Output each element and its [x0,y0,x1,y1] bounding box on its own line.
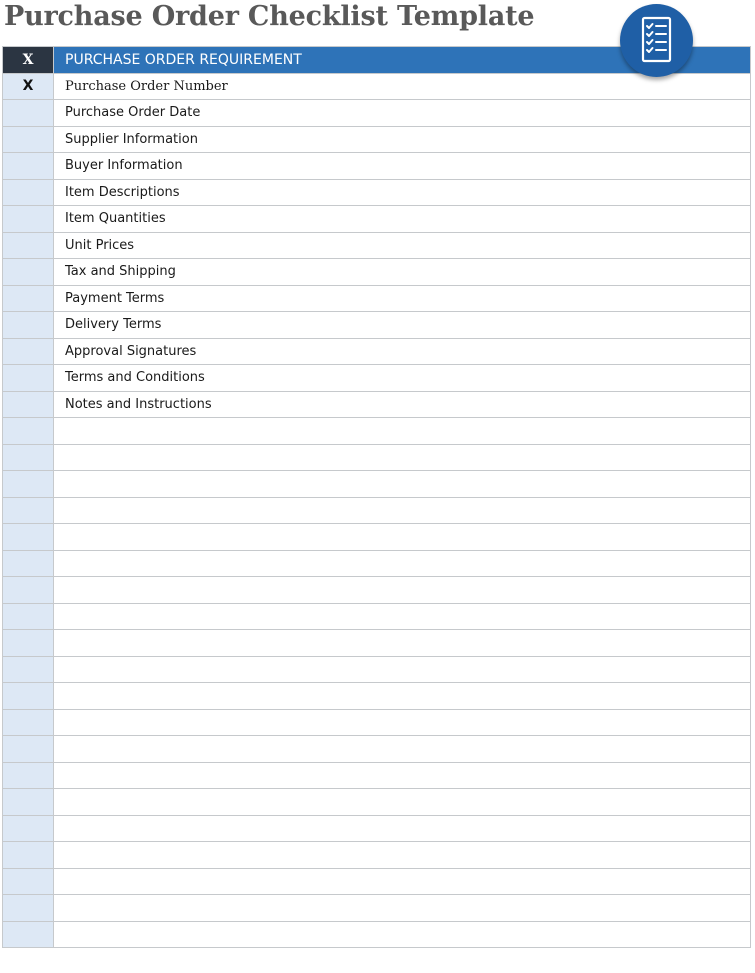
check-mark-cell[interactable] [3,921,54,948]
requirement-cell[interactable]: Supplier Information [54,126,751,153]
checklist-row [3,153,751,180]
checklist-row [3,259,751,286]
check-mark-cell[interactable] [3,815,54,842]
checklist-row [3,524,751,551]
requirement-cell[interactable] [54,524,751,551]
checklist-row [3,762,751,789]
check-mark-cell[interactable] [3,206,54,233]
requirement-cell[interactable] [54,709,751,736]
requirement-cell[interactable] [54,868,751,895]
check-mark-cell[interactable] [3,444,54,471]
requirement-cell[interactable]: Approval Signatures [54,338,751,365]
check-mark-cell[interactable] [3,656,54,683]
check-mark-cell[interactable] [3,524,54,551]
checklist-row [3,338,751,365]
page-title: Purchase Order Checklist Template [4,1,535,32]
checklist-row [3,789,751,816]
check-mark-cell[interactable] [3,232,54,259]
check-mark-cell[interactable] [3,497,54,524]
check-mark-cell[interactable] [3,365,54,392]
checklist-row [3,842,751,869]
requirement-cell[interactable] [54,921,751,948]
check-mark-cell[interactable] [3,391,54,418]
checklist-row [3,100,751,127]
checklist-row [3,232,751,259]
check-mark-cell[interactable] [3,153,54,180]
check-mark-cell[interactable] [3,630,54,657]
requirement-cell[interactable]: Item Descriptions [54,179,751,206]
checklist-row [3,391,751,418]
requirement-cell[interactable] [54,444,751,471]
requirement-cell[interactable] [54,550,751,577]
checklist-table [2,46,751,948]
check-mark-cell[interactable] [3,312,54,339]
check-mark-cell[interactable] [3,471,54,498]
check-mark-cell[interactable] [3,895,54,922]
checklist-row [3,736,751,763]
requirement-cell[interactable] [54,789,751,816]
check-mark-cell[interactable] [3,789,54,816]
checklist-icon [620,4,693,77]
mark-column-header: X [3,47,54,74]
check-mark-cell[interactable] [3,126,54,153]
requirement-cell[interactable] [54,630,751,657]
check-mark-cell[interactable] [3,418,54,445]
requirement-cell[interactable]: Terms and Conditions [54,365,751,392]
check-mark-cell[interactable] [3,842,54,869]
requirement-cell[interactable]: Tax and Shipping [54,259,751,286]
requirement-cell[interactable] [54,762,751,789]
checklist-row [3,577,751,604]
checklist-row [3,497,751,524]
check-mark-cell[interactable] [3,550,54,577]
requirement-cell[interactable] [54,842,751,869]
checklist-row [3,444,751,471]
check-mark-cell[interactable] [3,603,54,630]
checklist-row [3,683,751,710]
checklist-row [3,815,751,842]
requirement-cell[interactable] [54,418,751,445]
requirement-cell[interactable] [54,497,751,524]
requirement-cell[interactable] [54,603,751,630]
checklist-row [3,285,751,312]
requirement-cell[interactable] [54,815,751,842]
checklist-row [3,312,751,339]
checklist-row [3,921,751,948]
check-mark-cell[interactable] [3,285,54,312]
checklist-row [3,550,751,577]
check-mark-cell[interactable] [3,577,54,604]
requirement-cell[interactable] [54,683,751,710]
check-mark-cell[interactable] [3,709,54,736]
requirement-cell[interactable] [54,577,751,604]
check-mark-cell[interactable] [3,868,54,895]
requirement-cell[interactable]: Unit Prices [54,232,751,259]
check-mark-cell[interactable] [3,100,54,127]
check-mark-cell[interactable] [3,338,54,365]
requirement-cell[interactable] [54,736,751,763]
checklist-row [3,895,751,922]
checklist-row [3,365,751,392]
checklist-row [3,126,751,153]
check-mark-cell[interactable] [3,683,54,710]
checklist-row [3,179,751,206]
requirement-cell[interactable]: Item Quantities [54,206,751,233]
requirement-cell[interactable]: Notes and Instructions [54,391,751,418]
checklist-row [3,709,751,736]
requirement-cell[interactable] [54,471,751,498]
checklist-row [3,418,751,445]
requirement-column-header: PURCHASE ORDER REQUIREMENT [54,47,751,74]
requirement-cell[interactable]: Purchase Order Date [54,100,751,127]
requirement-cell[interactable]: Payment Terms [54,285,751,312]
checklist-row [3,471,751,498]
check-mark-cell[interactable]: X [3,73,54,100]
checklist-row [3,868,751,895]
checklist-row [3,603,751,630]
check-mark-cell[interactable] [3,736,54,763]
requirement-cell[interactable]: Delivery Terms [54,312,751,339]
requirement-cell[interactable]: Purchase Order Number [54,73,751,100]
requirement-cell[interactable]: Buyer Information [54,153,751,180]
check-mark-cell[interactable] [3,179,54,206]
checklist-row [3,206,751,233]
checklist-row [3,630,751,657]
checklist-row [3,656,751,683]
check-mark-cell[interactable] [3,762,54,789]
check-mark-cell[interactable] [3,259,54,286]
requirement-cell[interactable] [54,895,751,922]
requirement-cell[interactable] [54,656,751,683]
